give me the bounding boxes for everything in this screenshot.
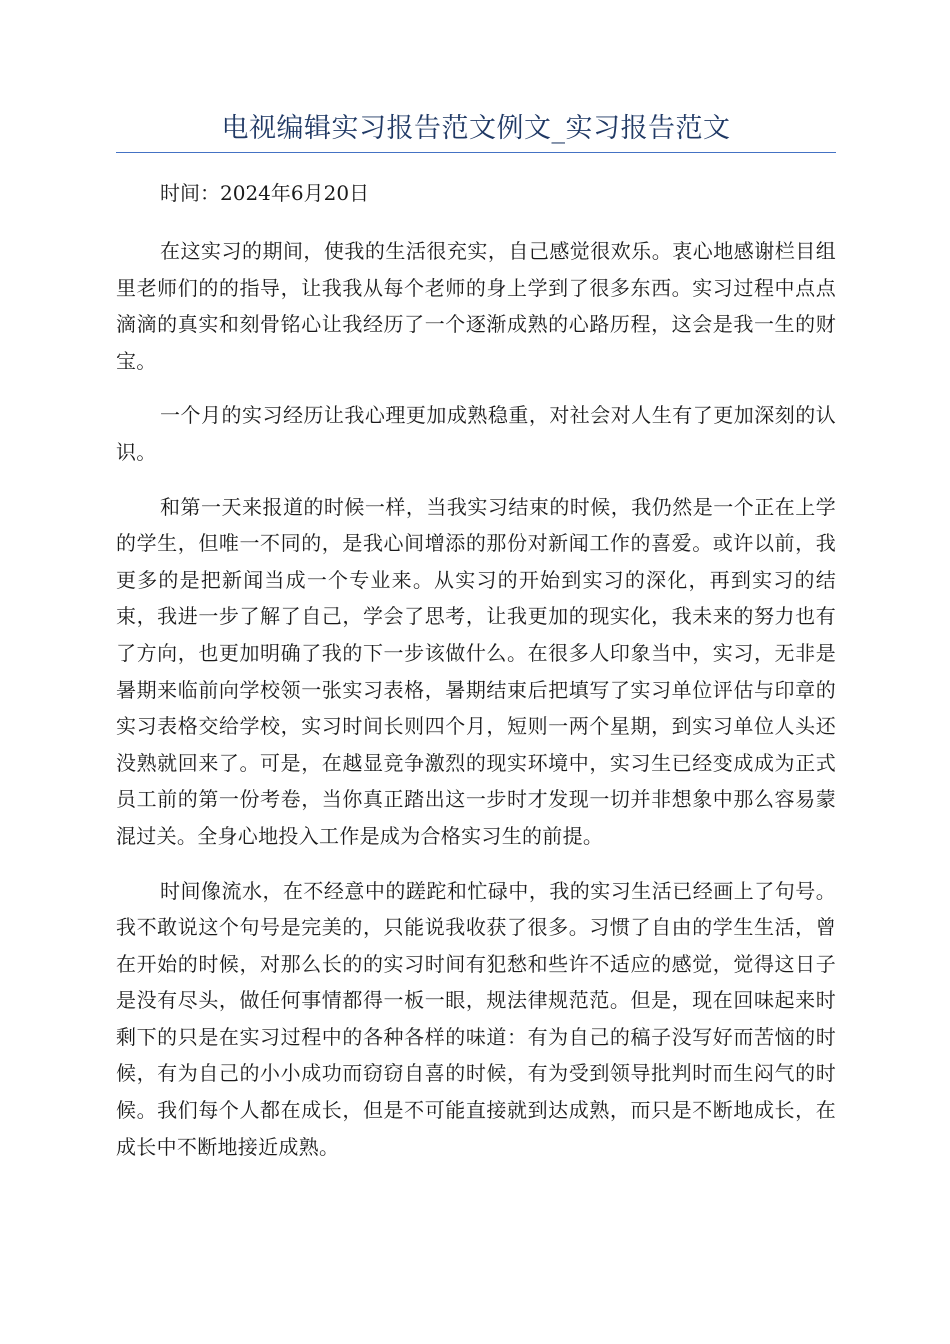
paragraph-3: 和第一天来报道的时候一样，当我实习结束的时候，我仍然是一个正在上学的学生，但唯一不同的，是我心间增添的那份对新闻工作的喜爱。或许以前，我更多的是把新闻当成一个专业来。从实习的开始到实习的深化，再到实习的结束，我进一步了解了自己，学会了思考，让我更加的现实化，我未来的努力也有了方向，也更加明确了我的下一步该做什么。在很多人印象当中，实习，无非是暑期来临前向学校领一张实习表格，暑期结束后把填写了实习单位评估与印章的实习表格交给学校，实习时间长则四个月，短则一两个星期，到实习单位人头还没熟就回来了。可是，在越显竞争激烈的现实环境中，实习生已经变成成为正式员工前的第一份考卷，当你真正踏出这一步时才发现一切并非想象中那么容易蒙混过关。全身心地投入工作是成为合格实习生的前提。: [116, 494, 836, 848]
document-title: 电视编辑实习报告范文例文_实习报告范文: [221, 113, 731, 144]
title-underline: [116, 152, 836, 153]
paragraph-2: 一个月的实习经历让我心理更加成熟稳重，对社会对人生有了更加深刻的认识。: [116, 403, 836, 464]
date-line: 时间：2024年6月20日: [160, 181, 370, 205]
paragraph-1: 在这实习的期间，使我的生活很充实，自己感觉很欢乐。衷心地感谢栏目组里老师们的的指导，让我我从每个老师的身上学到了很多东西。实习过程中点点滴滴的真实和刻骨铭心让我经历了一个逐渐成熟的心路历程，这会是我一生的财宝。: [116, 239, 836, 373]
paragraph-4: 时间像流水，在不经意中的蹉跎和忙碌中，我的实习生活已经画上了句号。我不敢说这个句号是完美的，只能说我收获了很多。习惯了自由的学生生活，曾在开始的时候，对那么长的的实习时间有犯愁和些许不适应的感觉，觉得这日子是没有尽头，做任何事情都得一板一眼，规法律规范范。但是，现在回味起来时剩下的只是在实习过程中的各种各样的味道：有为自己的稿子没写好而苦恼的时候，有为自己的小小成功而窃窃自喜的时候，有为受到领导批判时而生闷气的时候。我们每个人都在成长，但是不可能直接就到达成熟，而只是不断地成长，在成长中不断地接近成熟。: [116, 878, 836, 1159]
document-page: [116, 108, 836, 1165]
